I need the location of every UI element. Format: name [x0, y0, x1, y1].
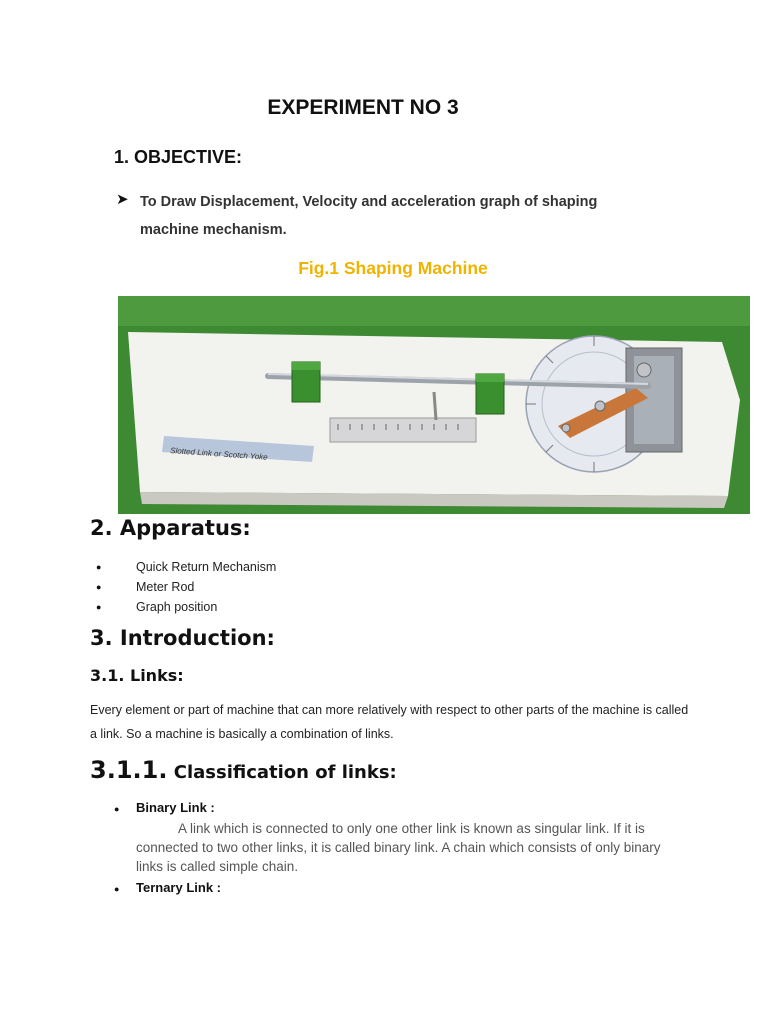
objective-text: To Draw Displacement, Velocity and acceleration graph of shaping machine mechanism.	[140, 194, 598, 238]
round-bullet-icon: ●	[114, 884, 120, 894]
figure-caption: Fig.1 Shaping Machine	[298, 258, 488, 278]
binary-link-label: Binary Link :	[136, 800, 215, 815]
classification-title: Classification of links:	[173, 762, 397, 783]
document-title: EXPERIMENT NO 3	[267, 96, 459, 119]
apparatus-list	[96, 557, 276, 617]
apparatus-item: ● Graph position	[96, 597, 276, 617]
introduction-heading: 3. Introduction:	[90, 626, 275, 650]
classification-heading	[90, 756, 397, 784]
apparatus-heading: 2. Apparatus:	[90, 516, 251, 540]
links-heading: 3.1. Links:	[90, 666, 184, 685]
apparatus-item: ● Quick Return Mechanism	[96, 557, 276, 577]
apparatus-item: ● Meter Rod	[96, 577, 276, 597]
round-bullet-icon: ●	[114, 804, 120, 814]
figure-label: Slotted Link or Scotch Yoke	[169, 446, 268, 462]
classification-number: 3.1.1.	[90, 756, 168, 784]
arrow-bullet-icon: ➤	[116, 191, 129, 208]
objective-heading: 1. OBJECTIVE:	[114, 147, 243, 167]
shaping-machine-photo	[118, 296, 750, 514]
links-paragraph: Every element or part of machine that can more relatively with respect to other parts of the machine is called a link. So a machine is basically a combination of links.	[90, 703, 689, 741]
ternary-link-label: Ternary Link :	[136, 880, 222, 895]
binary-link-description: A link which is connected to only one other link is known as singular link. If it is connected to two other links, it is called binary link. A chain which consists of only binary links is called simple chain.	[136, 821, 661, 874]
